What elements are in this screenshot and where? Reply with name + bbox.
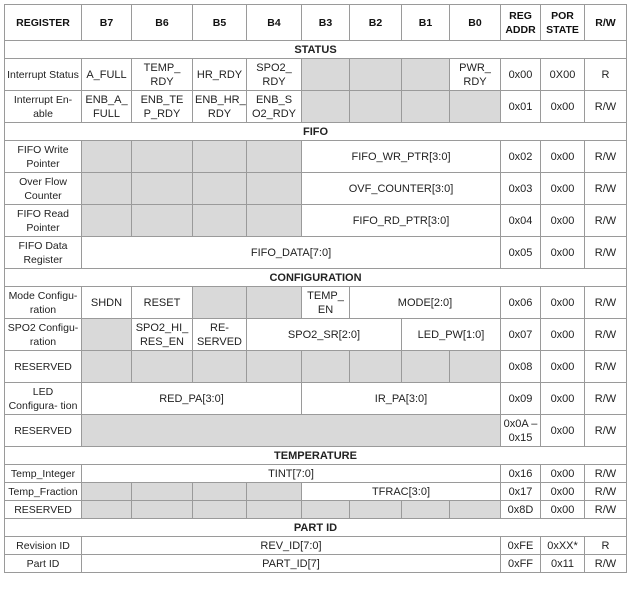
unused-bit-cell bbox=[193, 483, 247, 501]
unused-bit-cell bbox=[402, 91, 450, 123]
table-row bbox=[5, 141, 627, 173]
rw-access: R/W bbox=[585, 501, 627, 519]
table-row bbox=[5, 483, 627, 501]
rw-access: R/W bbox=[585, 205, 627, 237]
bit-field: OVF_COUNTER[3:0] bbox=[302, 173, 501, 205]
reg-addr: 0x01 bbox=[501, 91, 541, 123]
reg-addr: 0x04 bbox=[501, 205, 541, 237]
unused-bit-cell bbox=[82, 483, 132, 501]
section-status bbox=[5, 41, 627, 59]
table-row bbox=[5, 287, 627, 319]
bit-field: TFRAC[3:0] bbox=[302, 483, 501, 501]
bit-field: PART_ID[7] bbox=[82, 555, 501, 573]
unused-bit-field bbox=[82, 415, 501, 447]
por-state: 0X00 bbox=[541, 59, 585, 91]
unused-bit-cell bbox=[82, 501, 132, 519]
unused-bit-cell bbox=[247, 205, 302, 237]
register-name: FIFO Read Pointer bbox=[5, 205, 82, 237]
table-row bbox=[5, 205, 627, 237]
unused-bit-cell bbox=[450, 91, 501, 123]
register-name: Interrupt En- able bbox=[5, 91, 82, 123]
unused-bit-cell bbox=[402, 59, 450, 91]
unused-bit-cell bbox=[132, 173, 193, 205]
register-name: Revision ID bbox=[5, 537, 82, 555]
unused-bit-cell bbox=[350, 59, 402, 91]
section-title: FIFO bbox=[5, 123, 627, 141]
por-state: 0x00 bbox=[541, 287, 585, 319]
rw-access: R/W bbox=[585, 483, 627, 501]
table-row bbox=[5, 383, 627, 415]
header-b6: B6 bbox=[132, 5, 193, 41]
register-name: FIFO Write Pointer bbox=[5, 141, 82, 173]
table-row bbox=[5, 59, 627, 91]
bit-cell: ENB_TE P_RDY bbox=[132, 91, 193, 123]
table-row bbox=[5, 465, 627, 483]
por-state: 0x00 bbox=[541, 351, 585, 383]
por-state: 0x00 bbox=[541, 173, 585, 205]
bit-cell: SPO2_HI_ RES_EN bbox=[132, 319, 193, 351]
unused-bit-cell bbox=[302, 59, 350, 91]
por-state: 0x00 bbox=[541, 483, 585, 501]
section-temperature bbox=[5, 447, 627, 465]
header-b5: B5 bbox=[193, 5, 247, 41]
unused-bit-cell bbox=[247, 483, 302, 501]
section-fifo bbox=[5, 123, 627, 141]
por-state: 0x00 bbox=[541, 319, 585, 351]
reg-addr: 0x00 bbox=[501, 59, 541, 91]
unused-bit-cell bbox=[82, 319, 132, 351]
bit-field: FIFO_RD_PTR[3:0] bbox=[302, 205, 501, 237]
por-state: 0x11 bbox=[541, 555, 585, 573]
por-state: 0x00 bbox=[541, 237, 585, 269]
rw-access: R bbox=[585, 537, 627, 555]
bit-field: IR_PA[3:0] bbox=[302, 383, 501, 415]
register-name: RESERVED bbox=[5, 501, 82, 519]
unused-bit-cell bbox=[193, 205, 247, 237]
register-name: RESERVED bbox=[5, 351, 82, 383]
table-row bbox=[5, 237, 627, 269]
reg-addr: 0x16 bbox=[501, 465, 541, 483]
unused-bit-cell bbox=[193, 287, 247, 319]
header-b7: B7 bbox=[82, 5, 132, 41]
bit-cell: HR_RDY bbox=[193, 59, 247, 91]
rw-access: R/W bbox=[585, 555, 627, 573]
header-row bbox=[5, 5, 627, 41]
por-state: 0x00 bbox=[541, 383, 585, 415]
unused-bit-cell bbox=[193, 173, 247, 205]
rw-access: R/W bbox=[585, 237, 627, 269]
unused-bit-cell bbox=[193, 501, 247, 519]
unused-bit-cell bbox=[193, 351, 247, 383]
bit-cell: RE- SERVED bbox=[193, 319, 247, 351]
bit-field: FIFO_DATA[7:0] bbox=[82, 237, 501, 269]
reg-addr: 0x8D bbox=[501, 501, 541, 519]
register-map-table bbox=[4, 4, 627, 573]
bit-field: FIFO_WR_PTR[3:0] bbox=[302, 141, 501, 173]
unused-bit-cell bbox=[350, 91, 402, 123]
reg-addr: 0x0A – 0x15 bbox=[501, 415, 541, 447]
unused-bit-cell bbox=[247, 351, 302, 383]
bit-field: MODE[2:0] bbox=[350, 287, 501, 319]
register-name: LED Configura- tion bbox=[5, 383, 82, 415]
por-state: 0xXX* bbox=[541, 537, 585, 555]
reg-addr: 0x09 bbox=[501, 383, 541, 415]
table-row bbox=[5, 501, 627, 519]
register-name: Over Flow Counter bbox=[5, 173, 82, 205]
por-state: 0x00 bbox=[541, 415, 585, 447]
register-name: RESERVED bbox=[5, 415, 82, 447]
header-b0: B0 bbox=[450, 5, 501, 41]
unused-bit-cell bbox=[302, 91, 350, 123]
bit-cell: ENB_A_ FULL bbox=[82, 91, 132, 123]
unused-bit-cell bbox=[302, 501, 350, 519]
rw-access: R/W bbox=[585, 141, 627, 173]
table-row bbox=[5, 415, 627, 447]
section-title: PART ID bbox=[5, 519, 627, 537]
unused-bit-cell bbox=[82, 351, 132, 383]
bit-cell: SHDN bbox=[82, 287, 132, 319]
reg-addr: 0x05 bbox=[501, 237, 541, 269]
table-row bbox=[5, 173, 627, 205]
bit-field: TINT[7:0] bbox=[82, 465, 501, 483]
bit-cell: RESET bbox=[132, 287, 193, 319]
header-b3: B3 bbox=[302, 5, 350, 41]
reg-addr: 0x02 bbox=[501, 141, 541, 173]
reg-addr: 0x17 bbox=[501, 483, 541, 501]
unused-bit-cell bbox=[247, 141, 302, 173]
rw-access: R/W bbox=[585, 383, 627, 415]
unused-bit-cell bbox=[132, 501, 193, 519]
header-b1: B1 bbox=[402, 5, 450, 41]
rw-access: R/W bbox=[585, 319, 627, 351]
bit-cell: TEMP_ EN bbox=[302, 287, 350, 319]
bit-cell: PWR_ RDY bbox=[450, 59, 501, 91]
section-part-id bbox=[5, 519, 627, 537]
por-state: 0x00 bbox=[541, 205, 585, 237]
bit-field: LED_PW[1:0] bbox=[402, 319, 501, 351]
bit-cell: SPO2_ RDY bbox=[247, 59, 302, 91]
unused-bit-cell bbox=[302, 351, 350, 383]
unused-bit-cell bbox=[82, 141, 132, 173]
unused-bit-cell bbox=[82, 205, 132, 237]
unused-bit-cell bbox=[247, 501, 302, 519]
bit-field: REV_ID[7:0] bbox=[82, 537, 501, 555]
reg-addr: 0x07 bbox=[501, 319, 541, 351]
header-por-state: POR STATE bbox=[541, 5, 585, 41]
register-name: Interrupt Status bbox=[5, 59, 82, 91]
bit-field: RED_PA[3:0] bbox=[82, 383, 302, 415]
unused-bit-cell bbox=[132, 141, 193, 173]
rw-access: R/W bbox=[585, 465, 627, 483]
header-register: REGISTER bbox=[5, 5, 82, 41]
unused-bit-cell bbox=[193, 141, 247, 173]
por-state: 0x00 bbox=[541, 91, 585, 123]
bit-cell: ENB_HR_ RDY bbox=[193, 91, 247, 123]
reg-addr: 0x06 bbox=[501, 287, 541, 319]
register-name: Temp_Fraction bbox=[5, 483, 82, 501]
reg-addr: 0x03 bbox=[501, 173, 541, 205]
reg-addr: 0xFE bbox=[501, 537, 541, 555]
header-reg-addr: REG ADDR bbox=[501, 5, 541, 41]
por-state: 0x00 bbox=[541, 501, 585, 519]
table-row bbox=[5, 91, 627, 123]
register-name: Part ID bbox=[5, 555, 82, 573]
table-row bbox=[5, 351, 627, 383]
rw-access: R/W bbox=[585, 351, 627, 383]
bit-field: SPO2_SR[2:0] bbox=[247, 319, 402, 351]
reg-addr: 0x08 bbox=[501, 351, 541, 383]
unused-bit-cell bbox=[350, 351, 402, 383]
section-title: STATUS bbox=[5, 41, 627, 59]
header-b4: B4 bbox=[247, 5, 302, 41]
section-title: TEMPERATURE bbox=[5, 447, 627, 465]
rw-access: R/W bbox=[585, 91, 627, 123]
unused-bit-cell bbox=[450, 501, 501, 519]
table-row bbox=[5, 537, 627, 555]
por-state: 0x00 bbox=[541, 141, 585, 173]
unused-bit-cell bbox=[132, 351, 193, 383]
unused-bit-cell bbox=[450, 351, 501, 383]
table-row bbox=[5, 319, 627, 351]
header-b2: B2 bbox=[350, 5, 402, 41]
unused-bit-cell bbox=[402, 501, 450, 519]
unused-bit-cell bbox=[132, 205, 193, 237]
section-configuration bbox=[5, 269, 627, 287]
register-name: Temp_Integer bbox=[5, 465, 82, 483]
register-name: SPO2 Configu- ration bbox=[5, 319, 82, 351]
rw-access: R bbox=[585, 59, 627, 91]
bit-cell: ENB_S O2_RDY bbox=[247, 91, 302, 123]
por-state: 0x00 bbox=[541, 465, 585, 483]
unused-bit-cell bbox=[247, 287, 302, 319]
bit-cell: TEMP_ RDY bbox=[132, 59, 193, 91]
unused-bit-cell bbox=[402, 351, 450, 383]
section-title: CONFIGURATION bbox=[5, 269, 627, 287]
unused-bit-cell bbox=[350, 501, 402, 519]
table-row bbox=[5, 555, 627, 573]
rw-access: R/W bbox=[585, 415, 627, 447]
rw-access: R/W bbox=[585, 173, 627, 205]
unused-bit-cell bbox=[132, 483, 193, 501]
bit-cell: A_FULL bbox=[82, 59, 132, 91]
register-name: FIFO Data Register bbox=[5, 237, 82, 269]
unused-bit-cell bbox=[82, 173, 132, 205]
header-rw: R/W bbox=[585, 5, 627, 41]
rw-access: R/W bbox=[585, 287, 627, 319]
unused-bit-cell bbox=[247, 173, 302, 205]
register-name: Mode Configu- ration bbox=[5, 287, 82, 319]
reg-addr: 0xFF bbox=[501, 555, 541, 573]
